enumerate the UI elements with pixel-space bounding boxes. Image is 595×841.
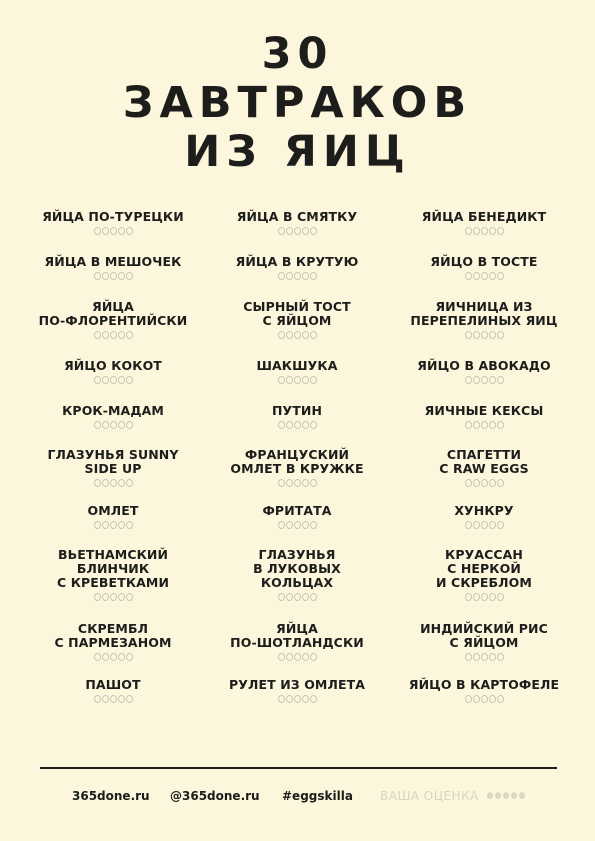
rating-dots[interactable] — [202, 479, 392, 487]
rating-dot[interactable] — [302, 479, 309, 487]
rating-dot[interactable] — [294, 227, 301, 235]
rating-dot[interactable] — [118, 227, 125, 235]
rating-dot[interactable] — [497, 695, 504, 703]
rating-dot[interactable] — [94, 653, 101, 661]
breakfast-item[interactable] — [202, 300, 392, 339]
rating-dot[interactable] — [473, 593, 480, 601]
footer-handle-link[interactable]: @365done.ru — [170, 789, 260, 803]
rating-dot[interactable] — [310, 695, 317, 703]
rating-dot[interactable] — [94, 331, 101, 339]
rating-dots[interactable] — [18, 376, 208, 384]
rating-dot[interactable] — [126, 479, 133, 487]
breakfast-item-label: ЯЙЦА ПО-ШОТЛАНДСКИ — [230, 621, 364, 650]
rating-dot[interactable] — [481, 479, 488, 487]
rating-dot[interactable] — [126, 376, 133, 384]
rating-dot[interactable] — [497, 653, 504, 661]
rating-dot[interactable] — [286, 376, 293, 384]
breakfast-item[interactable] — [389, 622, 579, 661]
rating-dot[interactable] — [278, 421, 285, 429]
rating-dot[interactable] — [489, 695, 496, 703]
rating-dot[interactable] — [286, 331, 293, 339]
rating-dot[interactable] — [473, 421, 480, 429]
rating-dot[interactable] — [118, 376, 125, 384]
title-line-1: 30 — [261, 29, 334, 79]
page-title — [0, 30, 595, 177]
rating-dot[interactable] — [465, 521, 472, 529]
rating-dot[interactable] — [126, 653, 133, 661]
breakfast-item-label: ШАКШУКА — [256, 358, 338, 373]
rating-dot[interactable] — [286, 479, 293, 487]
rating-dot[interactable] — [102, 421, 109, 429]
rating-dots[interactable] — [389, 376, 579, 384]
rating-dot[interactable] — [497, 272, 504, 280]
rating-dot[interactable] — [294, 521, 301, 529]
rating-dot[interactable] — [102, 653, 109, 661]
breakfast-item[interactable] — [202, 255, 392, 280]
rating-dot[interactable] — [481, 272, 488, 280]
breakfast-item-label: ЯЙЦА БЕНЕДИКТ — [421, 209, 547, 224]
breakfast-item-label: ВЬЕТНАМСКИЙ БЛИНЧИК С КРЕВЕТКАМИ — [56, 547, 170, 590]
rating-dot[interactable] — [118, 331, 125, 339]
rating-dots[interactable] — [18, 593, 208, 601]
rating-dot[interactable] — [110, 593, 117, 601]
rating-dot[interactable] — [310, 331, 317, 339]
breakfast-item-label: КРУАССАН С НЕРКОЙ И СКРЕБЛОМ — [436, 547, 532, 590]
rating-dot[interactable] — [302, 376, 309, 384]
rating-dot[interactable] — [94, 272, 101, 280]
rating-dot — [503, 792, 509, 799]
breakfast-item[interactable] — [18, 359, 208, 384]
rating-dot[interactable] — [118, 521, 125, 529]
rating-dot[interactable] — [286, 227, 293, 235]
title-line-3: ИЗ ЯИЦ — [184, 127, 411, 177]
rating-dots[interactable] — [202, 521, 392, 529]
breakfast-item-label: ЯИЧНЫЕ КЕКСЫ — [424, 403, 544, 418]
breakfast-item-label: РУЛЕТ ИЗ ОМЛЕТА — [229, 677, 365, 692]
breakfast-item[interactable] — [389, 448, 579, 487]
rating-dot[interactable] — [102, 521, 109, 529]
rating-dot[interactable] — [110, 521, 117, 529]
rating-dot[interactable] — [278, 653, 285, 661]
rating-dot[interactable] — [310, 479, 317, 487]
rating-dot[interactable] — [294, 331, 301, 339]
rating-dot[interactable] — [102, 479, 109, 487]
breakfast-item[interactable] — [202, 404, 392, 429]
rating-dot[interactable] — [118, 653, 125, 661]
rating-dot[interactable] — [286, 421, 293, 429]
breakfast-item[interactable] — [202, 359, 392, 384]
rating-dot[interactable] — [278, 376, 285, 384]
rating-dot[interactable] — [278, 331, 285, 339]
breakfast-item-label: ЯЙЦА В МЕШОЧЕК — [44, 254, 182, 269]
rating-dot[interactable] — [110, 331, 117, 339]
rating-dots[interactable] — [389, 695, 579, 703]
footer-rating-dots — [487, 792, 525, 799]
breakfast-item-label: ЯЙЦО В КАРТОФЕЛЕ — [408, 677, 560, 692]
breakfast-item[interactable] — [18, 622, 208, 661]
rating-dot[interactable] — [294, 695, 301, 703]
rating-dots[interactable] — [202, 593, 392, 601]
rating-dots[interactable] — [18, 479, 208, 487]
rating-dots[interactable] — [389, 421, 579, 429]
rating-dot[interactable] — [102, 376, 109, 384]
rating-dot[interactable] — [465, 695, 472, 703]
rating-dot[interactable] — [126, 227, 133, 235]
breakfast-item-label: КРОК-МАДАМ — [62, 403, 164, 418]
rating-dot[interactable] — [497, 331, 504, 339]
rating-dot[interactable] — [497, 227, 504, 235]
rating-dot[interactable] — [126, 272, 133, 280]
rating-dots[interactable] — [18, 695, 208, 703]
rating-dot[interactable] — [94, 421, 101, 429]
rating-dot[interactable] — [302, 593, 309, 601]
rating-dot — [487, 792, 493, 799]
rating-dot — [495, 792, 501, 799]
rating-dot[interactable] — [126, 331, 133, 339]
rating-dot[interactable] — [94, 479, 101, 487]
rating-dots[interactable] — [18, 521, 208, 529]
rating-dot[interactable] — [302, 272, 309, 280]
breakfast-item[interactable] — [389, 548, 579, 601]
rating-dots[interactable] — [18, 331, 208, 339]
breakfast-item[interactable] — [18, 448, 208, 487]
rating-dot[interactable] — [481, 421, 488, 429]
rating-dot[interactable] — [465, 272, 472, 280]
rating-dot[interactable] — [465, 331, 472, 339]
rating-dot[interactable] — [294, 479, 301, 487]
rating-dots[interactable] — [202, 421, 392, 429]
rating-dot[interactable] — [481, 376, 488, 384]
rating-dot[interactable] — [118, 479, 125, 487]
rating-dot[interactable] — [481, 521, 488, 529]
rating-dot[interactable] — [310, 272, 317, 280]
rating-dot[interactable] — [302, 331, 309, 339]
rating-dot[interactable] — [94, 593, 101, 601]
rating-dots[interactable] — [202, 227, 392, 235]
rating-dot[interactable] — [489, 376, 496, 384]
rating-dot[interactable] — [294, 593, 301, 601]
rating-dot[interactable] — [110, 653, 117, 661]
rating-dot[interactable] — [302, 695, 309, 703]
rating-dot[interactable] — [126, 593, 133, 601]
rating-dot[interactable] — [302, 521, 309, 529]
rating-dots[interactable] — [389, 593, 579, 601]
rating-dot[interactable] — [489, 421, 496, 429]
rating-dot[interactable] — [294, 376, 301, 384]
rating-dot[interactable] — [110, 421, 117, 429]
rating-dot[interactable] — [497, 421, 504, 429]
rating-dot[interactable] — [473, 695, 480, 703]
breakfast-item[interactable] — [18, 548, 208, 601]
rating-dot[interactable] — [310, 227, 317, 235]
rating-dots[interactable] — [202, 331, 392, 339]
rating-dot[interactable] — [481, 695, 488, 703]
footer-hashtag: #eggskilla — [282, 789, 353, 803]
rating-dot[interactable] — [497, 593, 504, 601]
rating-dot[interactable] — [465, 593, 472, 601]
rating-dot[interactable] — [473, 521, 480, 529]
breakfast-item-label: ФРИТАТА — [262, 503, 332, 518]
rating-dot[interactable] — [278, 695, 285, 703]
breakfast-item[interactable] — [389, 504, 579, 529]
rating-dot[interactable] — [465, 479, 472, 487]
rating-dot[interactable] — [102, 593, 109, 601]
rating-dot[interactable] — [126, 695, 133, 703]
breakfast-item[interactable] — [389, 210, 579, 235]
footer-rating-label: ВАША ОЦЕНКА — [380, 789, 479, 803]
rating-dot[interactable] — [102, 272, 109, 280]
breakfast-item-label: СЫРНЫЙ ТОСТ С ЯЙЦОМ — [243, 299, 351, 328]
breakfast-item-label: ПУТИН — [271, 403, 323, 418]
rating-dot[interactable] — [278, 521, 285, 529]
rating-dots[interactable] — [389, 227, 579, 235]
footer-site-link[interactable]: 365done.ru — [72, 789, 150, 803]
rating-dot[interactable] — [294, 421, 301, 429]
rating-dot[interactable] — [473, 227, 480, 235]
breakfast-item-label: ПАШОТ — [85, 677, 141, 692]
rating-dot[interactable] — [94, 695, 101, 703]
rating-dots[interactable] — [389, 653, 579, 661]
rating-dot[interactable] — [310, 521, 317, 529]
breakfast-item-label: ЯЙЦО В ТОСТЕ — [430, 254, 538, 269]
rating-dot[interactable] — [118, 421, 125, 429]
rating-dot[interactable] — [489, 227, 496, 235]
breakfast-item[interactable] — [202, 678, 392, 703]
rating-dot[interactable] — [118, 272, 125, 280]
breakfast-item[interactable] — [18, 504, 208, 529]
breakfast-item-label: ЯЙЦО В АВОКАДО — [417, 358, 551, 373]
breakfast-item[interactable] — [202, 504, 392, 529]
rating-dot[interactable] — [94, 227, 101, 235]
rating-dot[interactable] — [497, 479, 504, 487]
rating-dot[interactable] — [481, 653, 488, 661]
breakfast-item-label: ЯЙЦА В КРУТУЮ — [235, 254, 359, 269]
rating-dots[interactable] — [389, 272, 579, 280]
rating-dot[interactable] — [310, 421, 317, 429]
rating-dot[interactable] — [497, 521, 504, 529]
rating-dot[interactable] — [481, 331, 488, 339]
rating-dot[interactable] — [94, 521, 101, 529]
rating-dot[interactable] — [310, 653, 317, 661]
rating-dot[interactable] — [286, 272, 293, 280]
rating-dot[interactable] — [110, 272, 117, 280]
rating-dot[interactable] — [473, 272, 480, 280]
rating-dot[interactable] — [118, 695, 125, 703]
rating-dot[interactable] — [465, 376, 472, 384]
rating-dot[interactable] — [110, 376, 117, 384]
breakfast-item-label: СПАГЕТТИ С RAW EGGS — [439, 447, 529, 476]
rating-dots[interactable] — [18, 421, 208, 429]
rating-dot[interactable] — [126, 521, 133, 529]
breakfast-item-label: ЯЙЦА ПО-ТУРЕЦКИ — [42, 209, 184, 224]
breakfast-item-label: ЯИЧНИЦА ИЗ ПЕРЕПЕЛИНЫХ ЯИЦ — [410, 299, 558, 328]
title-line-2: ЗАВТРАКОВ — [122, 78, 473, 128]
rating-dot[interactable] — [102, 227, 109, 235]
rating-dot[interactable] — [286, 593, 293, 601]
rating-dots[interactable] — [18, 272, 208, 280]
rating-dot[interactable] — [126, 421, 133, 429]
rating-dot[interactable] — [294, 653, 301, 661]
breakfast-item-label: ЯЙЦА В СМЯТКУ — [236, 209, 358, 224]
breakfast-item-label: СКРЕМБЛ С ПАРМЕЗАНОМ — [54, 621, 172, 650]
rating-dots[interactable] — [202, 272, 392, 280]
rating-dot[interactable] — [310, 593, 317, 601]
rating-dot[interactable] — [489, 272, 496, 280]
rating-dot[interactable] — [481, 593, 488, 601]
breakfast-item-label: ГЛАЗУНЬЯ SUNNY SIDE UP — [47, 447, 179, 476]
rating-dot[interactable] — [94, 376, 101, 384]
rating-dot[interactable] — [489, 521, 496, 529]
rating-dot[interactable] — [278, 227, 285, 235]
rating-dot[interactable] — [310, 376, 317, 384]
breakfast-item-label: ЯЙЦО КОКОТ — [64, 358, 162, 373]
breakfast-item-label: ЯЙЦА ПО-ФЛОРЕНТИЙСКИ — [38, 299, 188, 328]
rating-dot[interactable] — [473, 331, 480, 339]
rating-dot[interactable] — [286, 695, 293, 703]
rating-dots[interactable] — [202, 653, 392, 661]
rating-dots[interactable] — [389, 479, 579, 487]
rating-dots[interactable] — [202, 376, 392, 384]
rating-dot[interactable] — [302, 653, 309, 661]
rating-dot[interactable] — [278, 272, 285, 280]
rating-dot[interactable] — [489, 331, 496, 339]
breakfast-item[interactable] — [18, 300, 208, 339]
rating-dot[interactable] — [302, 421, 309, 429]
breakfast-item[interactable] — [202, 448, 392, 487]
rating-dot[interactable] — [110, 227, 117, 235]
breakfast-item[interactable] — [389, 255, 579, 280]
rating-dot[interactable] — [489, 593, 496, 601]
rating-dot[interactable] — [497, 376, 504, 384]
breakfast-item[interactable] — [389, 300, 579, 339]
breakfast-item[interactable] — [202, 622, 392, 661]
rating-dot[interactable] — [110, 479, 117, 487]
rating-dot[interactable] — [286, 521, 293, 529]
breakfast-item[interactable] — [389, 404, 579, 429]
breakfast-item-label: ГЛАЗУНЬЯ В ЛУКОВЫХ КОЛЬЦАХ — [253, 547, 341, 590]
breakfast-item-label: ИНДИЙСКИЙ РИС С ЯЙЦОМ — [420, 621, 548, 650]
rating-dot[interactable] — [489, 653, 496, 661]
breakfast-item-label: ХУНКРУ — [454, 503, 514, 518]
rating-dot[interactable] — [102, 331, 109, 339]
rating-dots[interactable] — [389, 331, 579, 339]
rating-dot[interactable] — [473, 479, 480, 487]
rating-dot[interactable] — [102, 695, 109, 703]
rating-dot[interactable] — [278, 593, 285, 601]
breakfast-item[interactable] — [18, 404, 208, 429]
rating-dot[interactable] — [473, 653, 480, 661]
rating-dot[interactable] — [465, 421, 472, 429]
breakfast-item[interactable] — [18, 210, 208, 235]
rating-dot — [519, 792, 525, 799]
rating-dot — [511, 792, 517, 799]
rating-dot[interactable] — [489, 479, 496, 487]
rating-dots[interactable] — [18, 227, 208, 235]
breakfast-item[interactable] — [202, 548, 392, 601]
breakfast-item[interactable] — [18, 255, 208, 280]
rating-dot[interactable] — [465, 227, 472, 235]
rating-dot[interactable] — [465, 653, 472, 661]
breakfast-item-label: ОМЛЕТ — [87, 503, 139, 518]
rating-dots[interactable] — [389, 521, 579, 529]
rating-dot[interactable] — [278, 479, 285, 487]
breakfast-item[interactable] — [202, 210, 392, 235]
rating-dot[interactable] — [286, 653, 293, 661]
breakfast-item-label: ФРАНЦУСКИЙ ОМЛЕТ В КРУЖКЕ — [230, 447, 364, 476]
rating-dot[interactable] — [294, 272, 301, 280]
rating-dot[interactable] — [481, 227, 488, 235]
rating-dot[interactable] — [118, 593, 125, 601]
breakfast-item[interactable] — [389, 678, 579, 703]
rating-dot[interactable] — [110, 695, 117, 703]
breakfast-item[interactable] — [18, 678, 208, 703]
rating-dot[interactable] — [302, 227, 309, 235]
footer-divider — [40, 767, 557, 769]
breakfast-item[interactable] — [389, 359, 579, 384]
rating-dots[interactable] — [202, 695, 392, 703]
rating-dots[interactable] — [18, 653, 208, 661]
rating-dot[interactable] — [473, 376, 480, 384]
